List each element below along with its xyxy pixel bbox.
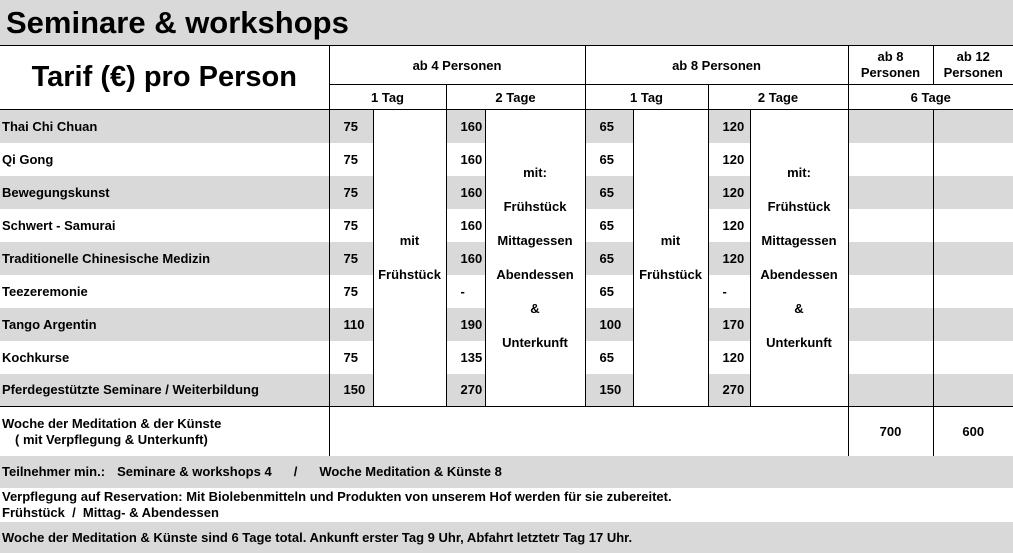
subheader-2-tage: 2 Tage xyxy=(446,85,585,110)
price-8p-2days: 120 xyxy=(708,176,750,209)
subheader-1-tag: 1 Tag xyxy=(585,85,708,110)
price-12p-6days xyxy=(933,242,1013,275)
seminar-name: Thai Chi Chuan xyxy=(0,110,329,143)
price-4p-2days: 160 xyxy=(446,209,485,242)
price-4p-1day: 75 xyxy=(329,176,373,209)
note-2days-4p-line: Abendessen xyxy=(496,267,574,282)
seminar-name: Pferdegestützte Seminare / Weiterbildung xyxy=(0,374,329,407)
price-4p-1day: 150 xyxy=(329,374,373,407)
seminar-name: Schwert - Samurai xyxy=(0,209,329,242)
seminar-name: Teezeremonie xyxy=(0,275,329,308)
note-2days-4p-line: & xyxy=(530,301,540,316)
note-1day-4p xyxy=(373,110,446,407)
note-2days-8p-line: Frühstück xyxy=(767,199,831,214)
seminar-name: Kochkurse xyxy=(0,341,329,374)
week-price-12p: 600 xyxy=(933,407,1013,457)
price-8p-2days: 120 xyxy=(708,209,750,242)
price-8p-6days xyxy=(848,341,933,374)
catering-note xyxy=(0,488,1013,522)
note-2days-4p-line: Unterkunft xyxy=(502,335,568,350)
price-4p-1day: 110 xyxy=(329,308,373,341)
price-4p-2days: - xyxy=(446,275,485,308)
price-4p-1day: 75 xyxy=(329,110,373,143)
week-price-8p: 700 xyxy=(848,407,933,457)
price-12p-6days xyxy=(933,209,1013,242)
price-4p-2days: 190 xyxy=(446,308,485,341)
note-2days-8p-line: Unterkunft xyxy=(766,335,832,350)
note-2days-8p xyxy=(750,110,848,407)
group-header-12-persons-week: ab 12 Personen xyxy=(933,46,1013,85)
price-4p-2days: 270 xyxy=(446,374,485,407)
price-4p-1day: 75 xyxy=(329,143,373,176)
price-8p-2days: 270 xyxy=(708,374,750,407)
price-4p-2days: 160 xyxy=(446,110,485,143)
note-2days-8p-line: mit: xyxy=(787,165,811,180)
seminar-name: Bewegungskunst xyxy=(0,176,329,209)
price-4p-2days: 160 xyxy=(446,242,485,275)
subheader-2-tage: 2 Tage xyxy=(708,85,848,110)
price-8p-6days xyxy=(848,209,933,242)
price-12p-6days xyxy=(933,341,1013,374)
note-1day-4p-line: mit xyxy=(399,233,420,248)
price-8p-1day: 65 xyxy=(585,176,633,209)
seminar-name: Traditionelle Chinesische Medizin xyxy=(0,242,329,275)
week-label-line-1: Woche der Meditation & der Künste xyxy=(2,415,222,431)
catering-line-1: Verpflegung auf Reservation: Mit Biolebenmitteln und Produkten von unserem Hof werden für sie zubereitet. xyxy=(2,489,672,504)
price-12p-6days xyxy=(933,275,1013,308)
price-8p-1day: 150 xyxy=(585,374,633,407)
price-4p-1day: 75 xyxy=(329,275,373,308)
min-label: Teilnehmer min.: xyxy=(2,464,106,479)
subheader-1-tag: 1 Tag xyxy=(329,85,446,110)
table-row-week xyxy=(0,407,1013,457)
note-2days-8p-line: & xyxy=(794,301,804,316)
price-12p-6days xyxy=(933,308,1013,341)
price-8p-2days: 170 xyxy=(708,308,750,341)
min-separator: / xyxy=(293,464,298,479)
week-info-note: Woche der Meditation & Künste sind 6 Tage total. Ankunft erster Tag 9 Uhr, Abfahrt letztetr Tag 17 Uhr. xyxy=(0,522,1013,553)
week-label-line-2: ( mit Verpflegung & Unterkunft) xyxy=(15,431,208,447)
group-header-8-persons-week: ab 8 Personen xyxy=(848,46,933,85)
price-4p-1day: 75 xyxy=(329,209,373,242)
week-empty-cell xyxy=(329,407,848,457)
note-2days-4p-line: Mittagessen xyxy=(497,233,573,248)
note-1day-8p-line: mit xyxy=(660,233,681,248)
min-seminars: Seminare & workshops 4 xyxy=(117,464,272,479)
tariff-label: Tarif (€) pro Person xyxy=(0,46,329,110)
note-2days-4p-line: mit: xyxy=(523,165,547,180)
min-participants-line xyxy=(0,456,1013,488)
price-4p-2days: 160 xyxy=(446,143,485,176)
note-1day-8p-line: Frühstück xyxy=(639,267,702,282)
seminar-name: Tango Argentin xyxy=(0,308,329,341)
price-8p-6days xyxy=(848,242,933,275)
price-4p-2days: 160 xyxy=(446,176,485,209)
price-4p-1day: 75 xyxy=(329,242,373,275)
group-header-4-persons: ab 4 Personen xyxy=(329,46,585,85)
price-8p-1day: 65 xyxy=(585,143,633,176)
price-8p-6days xyxy=(848,143,933,176)
price-8p-2days: - xyxy=(708,275,750,308)
price-8p-2days: 120 xyxy=(708,143,750,176)
price-8p-1day: 65 xyxy=(585,341,633,374)
note-1day-8p xyxy=(633,110,708,407)
price-8p-1day: 65 xyxy=(585,242,633,275)
table-row xyxy=(0,110,1013,143)
price-8p-1day: 100 xyxy=(585,308,633,341)
subheader-6-tage: 6 Tage xyxy=(848,85,1013,110)
price-8p-6days xyxy=(848,374,933,407)
tariff-table xyxy=(0,45,1013,457)
price-12p-6days xyxy=(933,110,1013,143)
note-2days-8p-line: Abendessen xyxy=(760,267,838,282)
page-title: Seminare & workshops xyxy=(0,0,1013,45)
price-8p-2days: 120 xyxy=(708,341,750,374)
week-label xyxy=(0,407,329,457)
price-8p-1day: 65 xyxy=(585,110,633,143)
seminar-name: Qi Gong xyxy=(0,143,329,176)
group-header-8-persons: ab 8 Personen xyxy=(585,46,848,85)
price-8p-6days xyxy=(848,275,933,308)
price-12p-6days xyxy=(933,143,1013,176)
note-2days-4p xyxy=(485,110,585,407)
price-4p-1day: 75 xyxy=(329,341,373,374)
price-4p-2days: 135 xyxy=(446,341,485,374)
price-8p-6days xyxy=(848,110,933,143)
price-12p-6days xyxy=(933,374,1013,407)
catering-line-2: Frühstück / Mittag- & Abendessen xyxy=(2,505,219,520)
price-8p-6days xyxy=(848,176,933,209)
price-8p-2days: 120 xyxy=(708,242,750,275)
price-8p-1day: 65 xyxy=(585,209,633,242)
price-8p-6days xyxy=(848,308,933,341)
note-1day-4p-line: Frühstück xyxy=(378,267,441,282)
note-2days-4p-line: Frühstück xyxy=(503,199,567,214)
note-2days-8p-line: Mittagessen xyxy=(761,233,837,248)
price-12p-6days xyxy=(933,176,1013,209)
min-week: Woche Meditation & Künste 8 xyxy=(319,464,502,479)
price-8p-2days: 120 xyxy=(708,110,750,143)
price-8p-1day: 65 xyxy=(585,275,633,308)
